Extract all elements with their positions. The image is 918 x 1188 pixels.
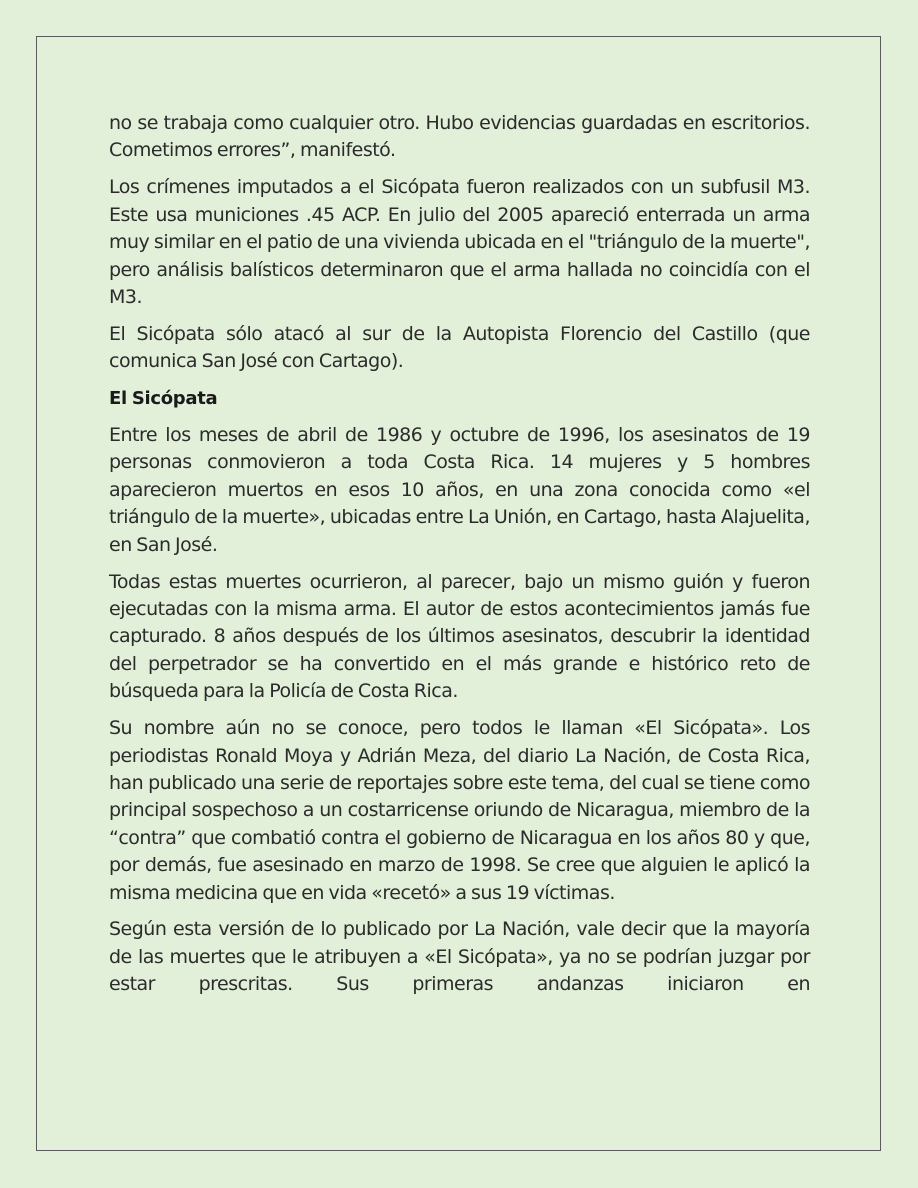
paragraph: Según esta versión de lo publicado por La Nación, vale decir que la mayoría de las muertes que le atribuyen a «El Sicópata», ya no se podrían juzgar por estar prescritas. Sus primeras andanzas iniciaron en [109,918,810,996]
paragraph: Todas estas muertes ocurrieron, al parecer, bajo un mismo guión y fueron ejecutadas con la misma arma. El autor de estos acontecimientos jamás fue capturado. 8 años después de los últimos asesinatos, descubrir la identidad del perpetrador se ha convertido en el más grande e histórico reto de búsqueda para la Policía de Costa Rica. [109,570,810,703]
paragraph: Su nombre aún no se conoce, pero todos le llaman «El Sicópata». Los periodistas Ronald Moya y Adrián Meza, del diario La Nación, de Costa Rica, han publicado una serie de reportajes sobre este tema, del cual se tiene como principal sospechoso a un costarricense oriundo de Nicaragua, miembro de la “contra” que combatió contra el gobierno de Nicaragua en los años 80 y que, por demás, fue asesinado en marzo de 1998. Se cree que alguien le aplicó la misma medicina que en vida «recetó» a sus 19 víctimas. [109,717,810,904]
paragraph: Los crímenes imputados a el Sicópata fueron realizados con un subfusil M3. Este usa municiones .45 ACP. En julio del 2005 apareció enterrada un arma muy similar en el patio de una vivienda ubicada en el "triángulo de la muerte", pero análisis balísticos determinaron que el arma hallada no coincidía con el M3. [109,176,810,308]
paragraph: Entre los meses de abril de 1986 y octubre de 1996, los asesinatos de 19 personas conmovieron a toda Costa Rica. 14 mujeres y 5 hombres aparecieron muertos en esos 10 años, en una zona conocida como «el triángulo de la muerte», ubicadas entre La Unión, en Cartago, hasta Alajuelita, en San José. [109,424,810,556]
paragraph: no se trabaja como cualquier otro. Hubo evidencias guardadas en escritorios. Cometimos errores”, manifestó. [109,112,810,162]
document-body [109,110,810,1008]
paragraph: El Sicópata sólo atacó al sur de la Autopista Florencio del Castillo (que comunica San José con Cartago). [109,322,810,373]
section-heading: El Sicópata [109,388,218,410]
